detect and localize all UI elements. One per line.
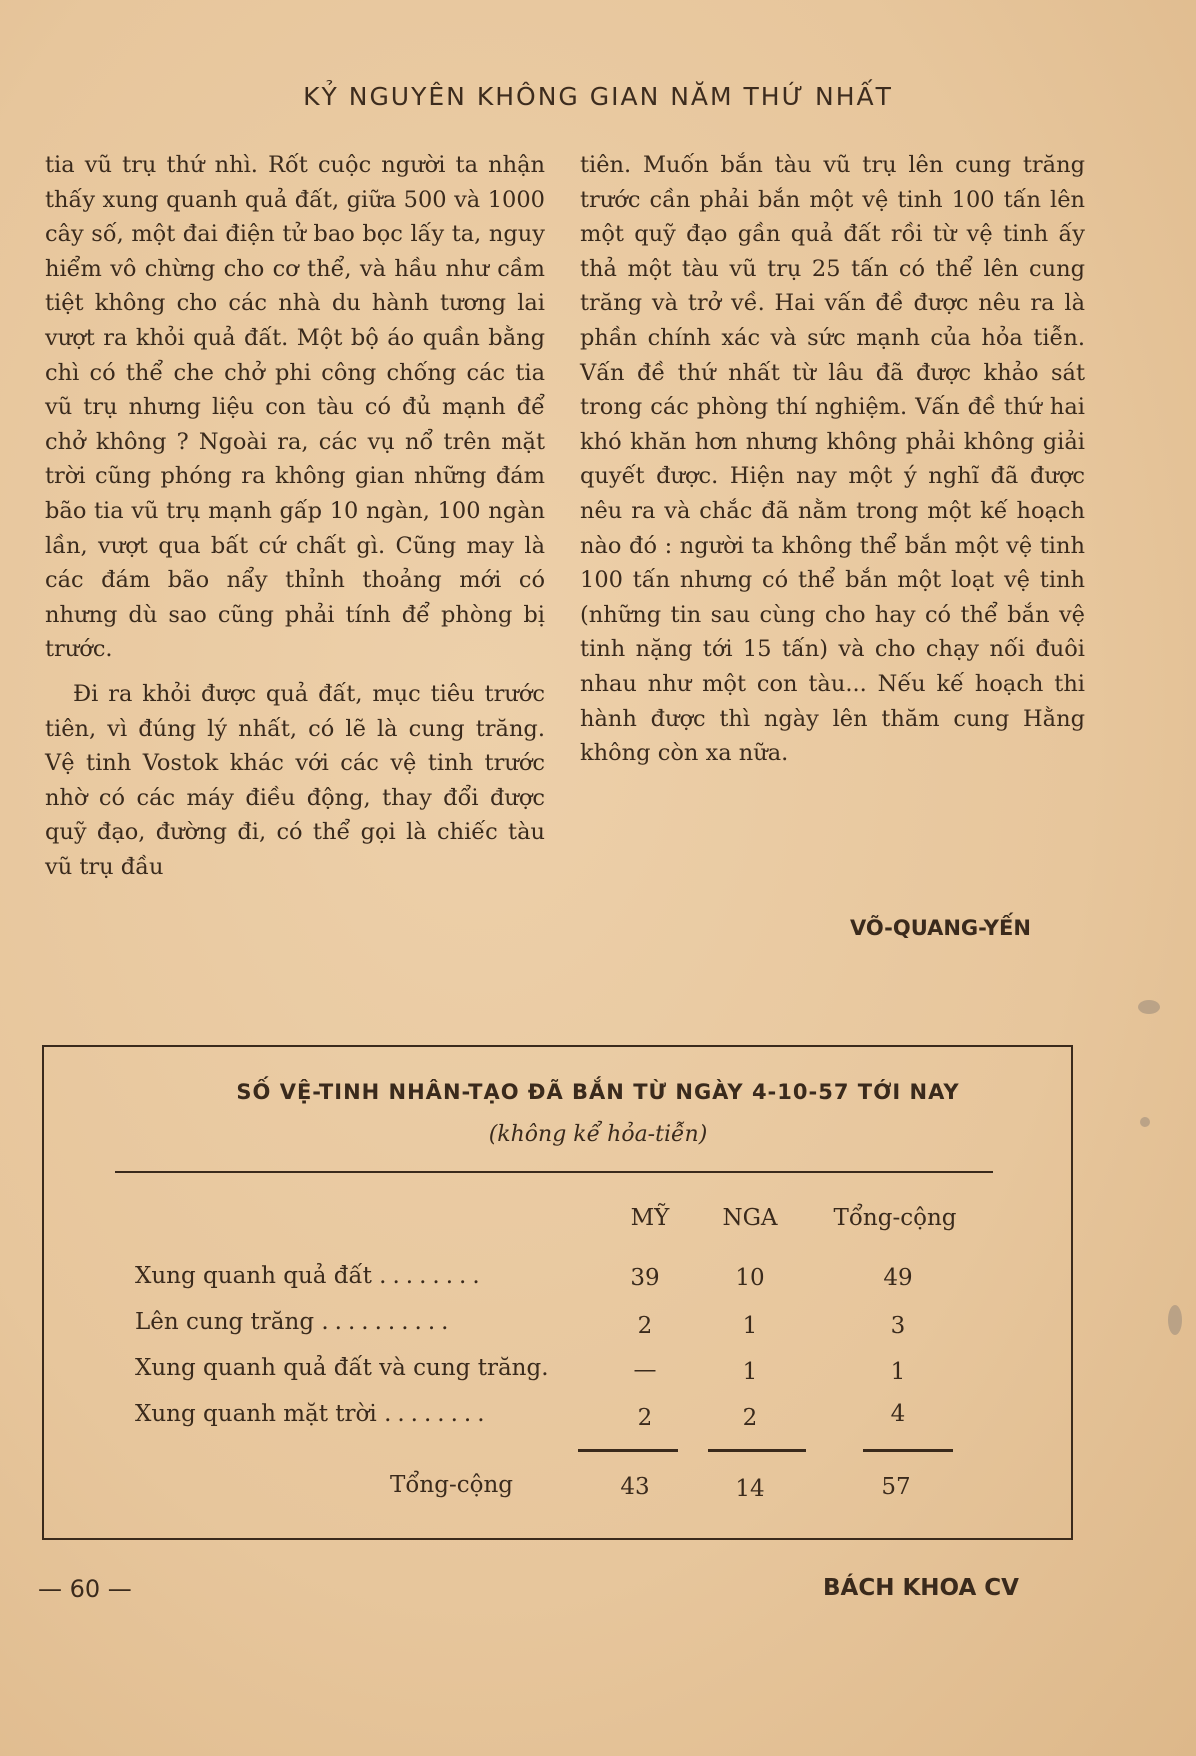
table-cell: 10 [735,1265,765,1291]
row-label-text: Xung quanh quả đất và cung trăng. [135,1355,549,1381]
paper-stain [1138,1000,1160,1014]
row-leader-dots: .......... [321,1309,455,1335]
left-paragraph-2: Đi ra khỏi được quả đất, mục tiêu trước tiên, vì đúng lý nhất, có lẽ là cung trăng. Vệ tinh Vostok khác với các vệ tinh trước nhờ có các máy điều động, thay đổi được quỹ đạo, đường đi, có thể gọi là chiếc tàu vũ trụ đầu [45,680,545,880]
paper-stain [1140,1117,1150,1127]
table-subtitle: (không kể hỏa-tiễn) [488,1122,708,1147]
total-label: Tổng-cộng [390,1472,513,1498]
table-row-label [135,1309,454,1335]
table-row-label [135,1401,491,1427]
table-cell: 2 [637,1405,653,1431]
running-header: KỶ NGUYÊN KHÔNG GIAN NĂM THỨ NHẤT [303,82,893,111]
table-cell: 1 [742,1359,758,1385]
sum-rule-total [863,1449,953,1452]
table-cell: 3 [890,1313,906,1339]
table-cell: — [633,1357,657,1383]
row-label-text: Xung quanh quả đất [135,1263,372,1289]
row-leader-dots: ........ [384,1401,491,1427]
table-cell: 4 [890,1401,906,1427]
left-paragraph-1: tia vũ trụ thứ nhì. Rốt cuộc người ta nhận thấy xung quanh quả đất, giữa 500 và 1000 cây số, một đai điện tử bao bọc lấy ta, nguy hiểm vô chừng cho cơ thể, và hầu như cầm tiệt không cho các nhà du hành tương lai vượt ra khỏi quả đất. Một bộ áo quần bằng chì có thể che chở phi công chống các tia vũ trụ nhưng liệu con tàu có đủ mạnh để chở không ? Ngoài ra, các vụ nổ trên mặt trời cũng phóng ra không gian những đám bão tia vũ trụ mạnh gấp 10 ngàn, 100 ngàn lần, vượt qua bất cứ chất gì. Cũng may là các đám bão nẩy thỉnh thoảng mới có nhưng dù sao cũng phải tính để phòng bị trước. [45,152,545,663]
page-number: — 60 — [38,1575,132,1603]
table-row-label [135,1355,549,1381]
row-label-text: Xung quanh mặt trời [135,1401,377,1427]
total-cell-nga: 14 [735,1476,765,1502]
sum-rule-my [578,1449,678,1452]
column-header-total: Tổng-cộng [833,1205,957,1231]
right-column [580,148,1085,771]
table-cell: 1 [890,1359,906,1385]
table-row-label [135,1263,486,1289]
row-leader-dots: ........ [379,1263,486,1289]
table-cell: 49 [883,1265,913,1291]
paper-stain [1168,1305,1182,1335]
author-signature: VÕ-QUANG-YẾN [850,916,1031,940]
column-header-nga: NGA [722,1205,778,1231]
column-header-my: MỸ [630,1205,670,1231]
table-divider [115,1171,993,1173]
total-cell-my: 43 [620,1474,650,1500]
row-label-text: Lên cung trăng [135,1309,315,1335]
table-cell: 2 [742,1405,758,1431]
table-title: SỐ VỆ-TINH NHÂN-TẠO ĐÃ BẮN TỪ NGÀY 4-10-57 TỚI NAY [236,1080,960,1104]
sum-rule-nga [708,1449,806,1452]
publication-name: BÁCH KHOA CV [823,1575,1019,1601]
right-paragraph-1: tiên. Muốn bắn tàu vũ trụ lên cung trăng trước cần phải bắn một vệ tinh 100 tấn lên một quỹ đạo gần quả đất rồi từ vệ tinh ấy thả một tàu vũ trụ 25 tấn có thể lên cung trăng và trở về. Hai vấn đề được nêu ra là phần chính xác và sức mạnh của hỏa tiễn. Vấn đề thứ nhất từ lâu đã được khảo sát trong các phòng thí nghiệm. Vấn đề thứ hai khó khăn hơn nhưng không phải không giải quyết được. Hiện nay một ý nghĩ đã được nêu ra và chắc đã nằm trong một kế hoạch nào đó : người ta không thể bắn một vệ tinh 100 tấn nhưng có thể bắn một loạt vệ tinh (những tin sau cùng cho hay có thể bắn vệ tinh nặng tới 15 tấn) và cho chạy nối đuôi nhau như một con tàu... Nếu kế hoạch thi hành được thì ngày lên thăm cung Hằng không còn xa nữa. [580,152,1085,767]
table-cell: 1 [742,1313,758,1339]
satellite-table-box [42,1045,1073,1540]
total-cell-total: 57 [881,1474,911,1500]
table-cell: 2 [637,1313,653,1339]
table-cell: 39 [630,1265,660,1291]
left-column [45,148,545,884]
